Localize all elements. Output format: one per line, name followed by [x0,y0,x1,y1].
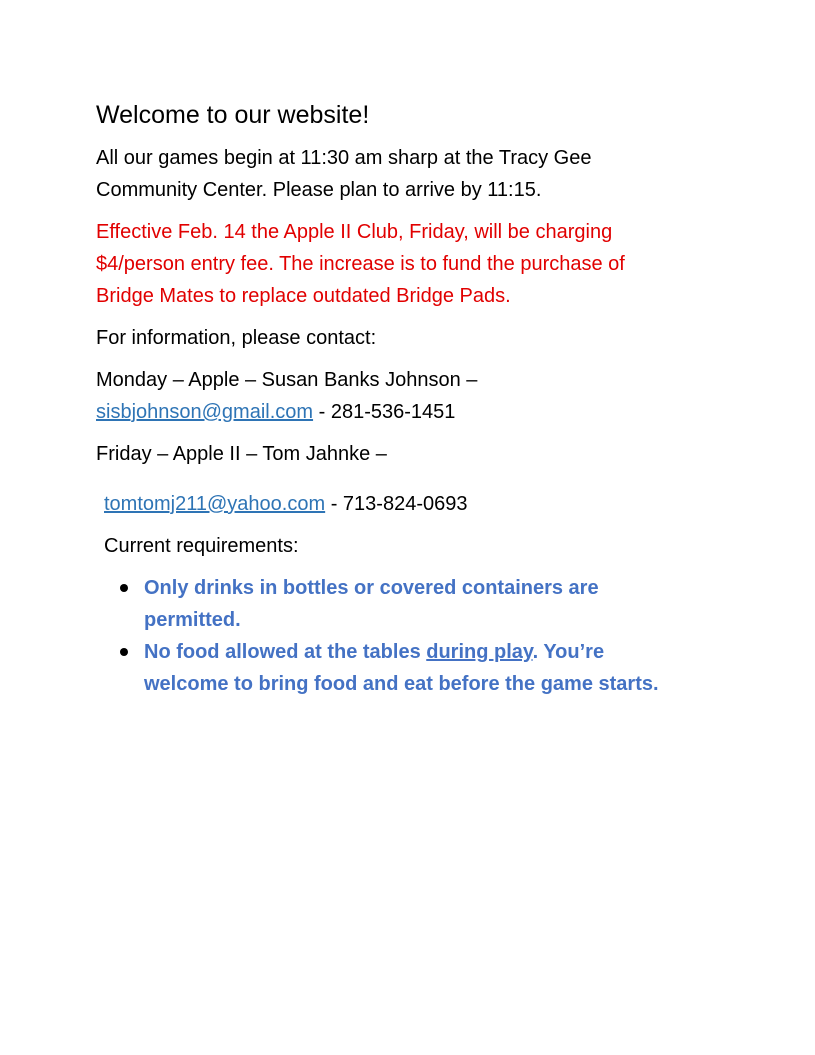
requirement-1-line-2: permitted. [144,609,241,631]
friday-phone: - 713-824-0693 [325,493,468,515]
intro-line-2: Community Center. Please plan to arrive by 11:15. [96,179,542,201]
monday-contact [96,364,716,428]
page-content [96,98,716,700]
friday-email-link[interactable]: tomtomj211@yahoo.com [104,493,326,515]
page-title: Welcome to our website! [96,101,370,129]
bullet-icon [120,584,128,592]
requirements-heading: Current requirements: [104,535,299,557]
requirement-2-pre: No food allowed at the tables [144,641,427,663]
monday-contact-label: Monday – Apple – Susan Banks Johnson – [96,369,478,391]
contact-heading: For information, please contact: [96,327,377,349]
notice-line-3: Bridge Mates to replace outdated Bridge Pads. [96,285,511,307]
intro-paragraph [96,142,716,206]
fee-notice [96,216,716,312]
notice-line-2: $4/person entry fee. The increase is to fund the purchase of [96,253,625,275]
list-item [120,636,716,700]
monday-phone: - 281-536-1451 [313,401,456,423]
intro-line-1: All our games begin at 11:30 am sharp at the Tracy Gee [96,147,592,169]
friday-contact-label: Friday – Apple II – Tom Jahnke – [96,443,387,465]
requirement-1-line-1: Only drinks in bottles or covered containers are [144,577,599,599]
requirement-2-line-2: welcome to bring food and eat before the game starts. [144,673,659,695]
monday-email-link[interactable]: sisbjohnson@gmail.com [96,401,314,423]
list-item [120,572,716,636]
requirement-2-underlined: during play [426,641,533,663]
friday-contact [96,488,716,520]
bullet-icon [120,648,128,656]
requirements-list [96,572,716,700]
notice-line-1: Effective Feb. 14 the Apple II Club, Friday, will be charging [96,221,613,243]
requirement-2-post: . You’re [532,641,605,663]
